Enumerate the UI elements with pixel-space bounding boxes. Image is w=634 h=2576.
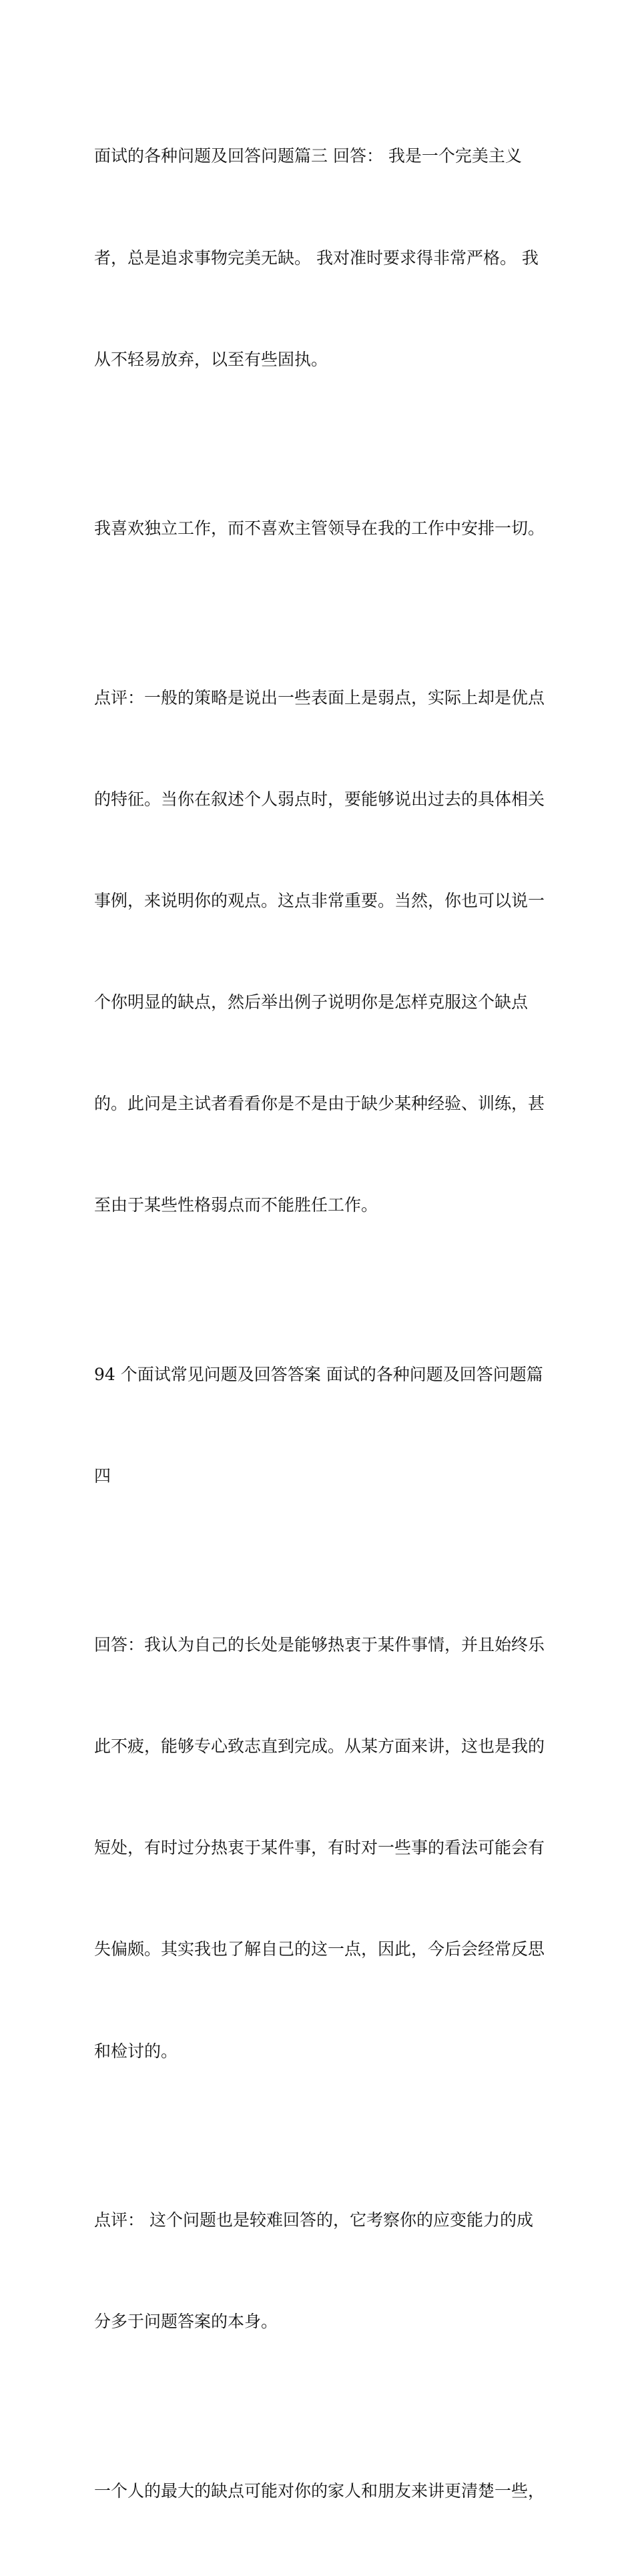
text-line: 面试的各种问题及回答问题篇三 回答： 我是一个完美主义	[94, 146, 522, 166]
document-body	[94, 72, 543, 2576]
text-line: 至由于某些性格弱点而不能胜任工作。	[94, 1195, 378, 1215]
text-line: 四	[94, 1466, 111, 1486]
paragraph-answer-perfectionist	[94, 72, 543, 444]
text-line: 的。此问是主试者看看你是不是由于缺少某种经验、训练，甚	[94, 1093, 545, 1113]
text-line: 94 个面试常见问题及回答答案 面试的各种问题及回答问题篇	[94, 1364, 543, 1384]
paragraph-biggest-weakness	[94, 2406, 543, 2576]
text-line: 的特征。当你在叙述个人弱点时，要能够说出过去的具体相关	[94, 789, 545, 809]
text-line: 此不疲，能够专心致志直到完成。从某方面来讲，这也是我的	[94, 1736, 545, 1756]
text-line: 从不轻易放弃，以至有些固执。	[94, 349, 328, 369]
paragraph-comment-strategy	[94, 613, 543, 1290]
text-line: 点评： 这个问题也是较难回答的，它考察你的应变能力的成	[94, 2210, 533, 2230]
text-line: 分多于问题答案的本身。	[94, 2312, 278, 2332]
text-line: 回答：我认为自己的长处是能够热衷于某件事情，并且始终乐	[94, 1635, 545, 1655]
text-line: 我喜欢独立工作，而不喜欢主管领导在我的工作中安排一切。	[94, 519, 545, 539]
section-heading-part-four	[94, 1290, 543, 1561]
text-line: 事例，来说明你的观点。这点非常重要。当然，你也可以说一	[94, 890, 545, 910]
text-line: 者，总是追求事物完美无缺。 我对准时要求得非常严格。 我	[94, 248, 539, 268]
paragraph-comment-adaptability	[94, 2136, 543, 2407]
text-line: 个你明显的缺点，然后举出例子说明你是怎样克服这个缺点	[94, 992, 529, 1012]
text-line: 失偏颇。其实我也了解自己的这一点，因此，今后会经常反思	[94, 1939, 545, 1959]
paragraph-answer-strengths	[94, 1561, 543, 2136]
paragraph-independent-work	[94, 444, 543, 614]
text-line: 短处，有时过分热衷于某件事，有时对一些事的看法可能会有	[94, 1838, 545, 1858]
text-line: 和检讨的。	[94, 2041, 178, 2061]
text-line: 一个人的最大的缺点可能对你的家人和朋友来讲更清楚一些，	[94, 2481, 545, 2501]
text-line: 点评：一般的策略是说出一些表面上是弱点，实际上却是优点	[94, 687, 545, 707]
